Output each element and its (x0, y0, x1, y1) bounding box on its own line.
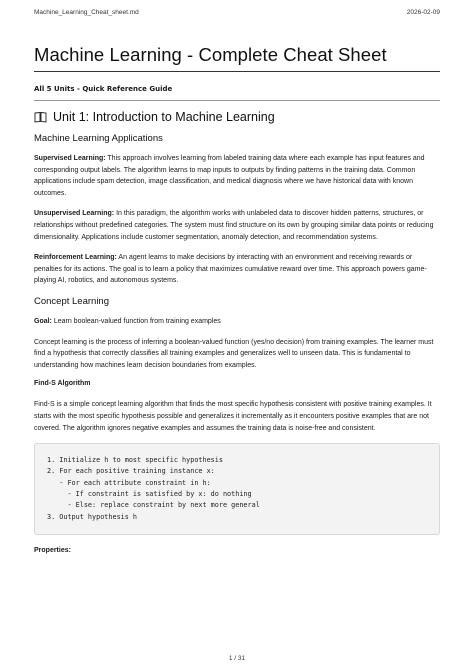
document-title: Machine Learning - Complete Cheat Sheet (34, 44, 387, 65)
supervised-paragraph (34, 153, 440, 199)
supervised-label: Supervised Learning: (34, 155, 106, 162)
print-date: 2026-02-09 (406, 9, 440, 16)
code-line: - For each attribute constraint in h: (47, 478, 211, 487)
unsupervised-text: In this paradigm, the algorithm works with unlabeled data to discover hidden patterns, structures, or relationships without predefined categories. The system must find structure on its own by grouping similar data points or reducing dimensionality. Applications include customer segmentation, anomaly detection, and recommendation systems. (34, 210, 434, 241)
finds-description: Find-S is a simple concept learning algorithm that finds the most specific hypothesis consistent with positive training examples. It starts with the most specific hypothesis possible and generalizes it incrementally as it encounters positive examples that are not covered. The algorithm ignores negative examples and assumes the training data is noise-free and consistent. (34, 401, 432, 432)
supervised-text: This approach involves learning from labeled training data where each example has input features and corresponding output labels. The algorithm learns to map inputs to outputs by finding patterns in the training data. Common applications include spam detection, image classification, and medical diagnosis where we have historical data with known outcomes. (34, 155, 425, 197)
code-line: 1. Initialize h to most specific hypothesis (47, 456, 223, 465)
unit1-heading-text: Unit 1: Introduction to Machine Learning (53, 110, 275, 124)
book-icon (34, 111, 47, 123)
subtitle-divider (34, 100, 440, 101)
finds-heading: Find-S Algorithm (34, 380, 91, 388)
applications-heading: Machine Learning Applications (34, 133, 163, 144)
properties-heading: Properties: (34, 546, 71, 554)
unsupervised-paragraph (34, 208, 440, 243)
title-divider (34, 71, 440, 72)
concept-heading: Concept Learning (34, 295, 109, 307)
concept-description: Concept learning is the process of inferring a boolean-valued function (yes/no decision) from training examples. The learner must find a hypothesis that correctly classifies all training examples and generalizes well to unseen data. This is fundamental to understanding how machines learn decision boundaries from examples. (34, 338, 434, 369)
file-name: Machine_Learning_Cheat_sheet.md (34, 9, 139, 16)
page-number: 1 / 31 (228, 655, 246, 662)
code-line: 3. Output hypothesis h (47, 512, 138, 521)
unsupervised-label: Unsupervised Learning: (34, 210, 115, 218)
unit1-heading (34, 110, 440, 124)
document-content (34, 44, 440, 554)
reinforcement-paragraph (34, 252, 440, 287)
goal-label: Goal: (34, 317, 52, 325)
goal-text: Learn boolean-valued function from training examples (51, 317, 221, 325)
code-line: - Else: replace constraint by next more general (47, 501, 260, 510)
page-header (34, 9, 440, 16)
code-block (34, 443, 440, 535)
document-subtitle: All 5 Units - Quick Reference Guide (34, 85, 173, 93)
reinforcement-label: Reinforcement Learning: (34, 254, 117, 262)
goal-paragraph (34, 316, 440, 328)
code-line: 2. For each positive training instance x: (47, 467, 215, 476)
code-line: - If constraint is satisfied by x: do nothing (47, 489, 252, 498)
reinforcement-text: An agent learns to make decisions by interacting with an environment and receiving rewards or penalties for its actions. The goal is to learn a policy that maximizes cumulative reward over time. This approach powers game-playing AI, robotics, and autonomous systems. (34, 254, 427, 285)
